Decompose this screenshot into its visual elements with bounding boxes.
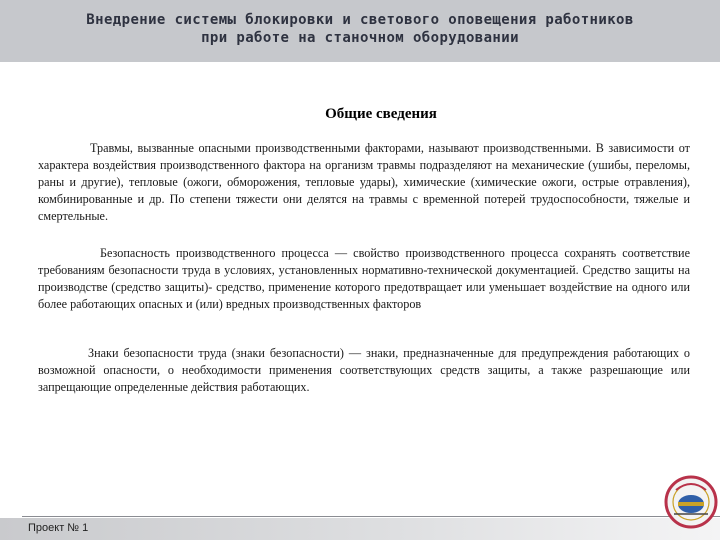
section-heading: Общие сведения bbox=[325, 106, 437, 122]
railway-emblem-icon bbox=[664, 474, 718, 530]
paragraph-injuries: Травмы, вызванные опасными производственными факторами, называют производственными. В зависимости от характера воздействия производственного фактора на организм травмы подразделяют на механические (ушибы, переломы, раны и другие), тепловые (ожоги, обморожения, тепловые удары), химические (химические ожоги, острые отравления), комбинированные и др. По степени тяжести они делятся на травмы с временной потерей трудоспособности, тяжелые и смертельные. bbox=[38, 141, 690, 223]
footer-divider bbox=[22, 516, 720, 517]
paragraph-safety-signs: Знаки безопасности труда (знаки безопасности) — знаки, предназначенные для предупреждения работающих о возможной опасности, о необходимости применения соответствующих средств защиты, а также разрешающие или запрещающие определенные действия работающих. bbox=[38, 346, 690, 394]
footer-bar bbox=[0, 518, 720, 540]
project-label: Проект № 1 bbox=[28, 522, 89, 534]
slide-title-line-2: при работе на станочном оборудовании bbox=[201, 30, 519, 46]
slide-title-line-1: Внедрение системы блокировки и светового оповещения работников bbox=[86, 12, 634, 28]
header-bar bbox=[0, 0, 720, 62]
slide-title bbox=[0, 11, 720, 47]
paragraph-process-safety: Безопасность производственного процесса — свойство производственного процесса сохранять соответствие требованиям безопасности труда в условиях, установленных нормативно-технической документацией. Средство защиты на производстве (средство защиты)- средство, применение которого предотвращает или уменьшает воздействие на одного или более работающих опасных и (или) вредных производственных факторов bbox=[38, 246, 690, 311]
